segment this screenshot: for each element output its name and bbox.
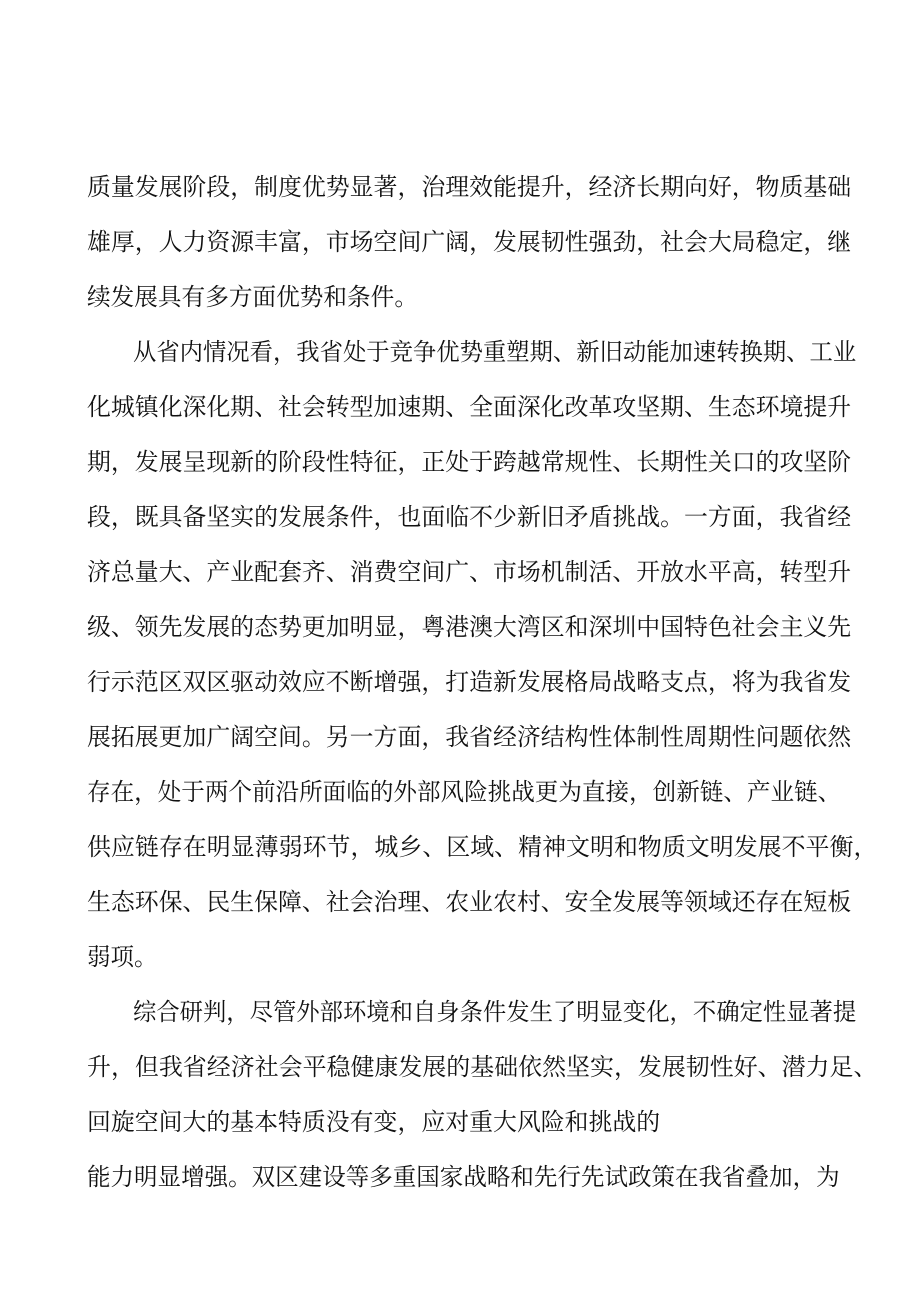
text-line: 级、领先发展的态势更加明显，粤港澳大湾区和深圳中国特色社会主义先 [87,613,852,641]
text-line: 期，发展呈现新的阶段性特征，正处于跨越常规性、长期性关口的攻坚阶 [87,448,852,476]
text-line: 综合研判，尽管外部环境和自身条件发生了明显变化，不确定性显著提 [133,998,857,1026]
text-line: 化城镇化深化期、社会转型加速期、全面深化改革攻坚期、生态环境提升 [87,393,852,421]
text-line: 济总量大、产业配套齐、消费空间广、市场机制活、开放水平高，转型升 [87,558,852,586]
text-line: 回旋空间大的基本特质没有变，应对重大风险和挑战的 [87,1108,661,1136]
text-line: 生态环保、民生保障、社会治理、农业农村、安全发展等领域还存在短板 [87,888,852,916]
text-line: 质量发展阶段，制度优势显著，治理效能提升，经济长期向好，物质基础 [87,173,852,201]
text-line: 升，但我省经济社会平稳健康发展的基础依然坚实，发展韧性好、潜力足、 [87,1053,878,1081]
text-line: 供应链存在明显薄弱环节，城乡、区域、精神文明和物质文明发展不平衡， [87,833,878,861]
text-line: 段，既具备坚实的发展条件，也面临不少新旧矛盾挑战。一方面，我省经 [87,503,852,531]
text-line: 从省内情况看，我省处于竞争优势重塑期、新旧动能加速转换期、工业 [133,338,857,366]
text-line: 弱项。 [87,943,158,971]
text-line: 雄厚，人力资源丰富，市场空间广阔，发展韧性强劲，社会大局稳定，继 [87,228,852,256]
text-line: 能力明显增强。双区建设等多重国家战略和先行先试政策在我省叠加，为 [87,1163,840,1191]
text-line: 续发展具有多方面优势和条件。 [87,283,418,311]
text-line: 展拓展更加广阔空间。另一方面，我省经济结构性体制性周期性问题依然 [87,723,852,751]
text-line: 存在，处于两个前沿所面临的外部风险挑战更为直接，创新链、产业链、 [87,778,842,806]
text-line: 行示范区双区驱动效应不断增强，打造新发展格局战略支点，将为我省发 [87,668,852,696]
